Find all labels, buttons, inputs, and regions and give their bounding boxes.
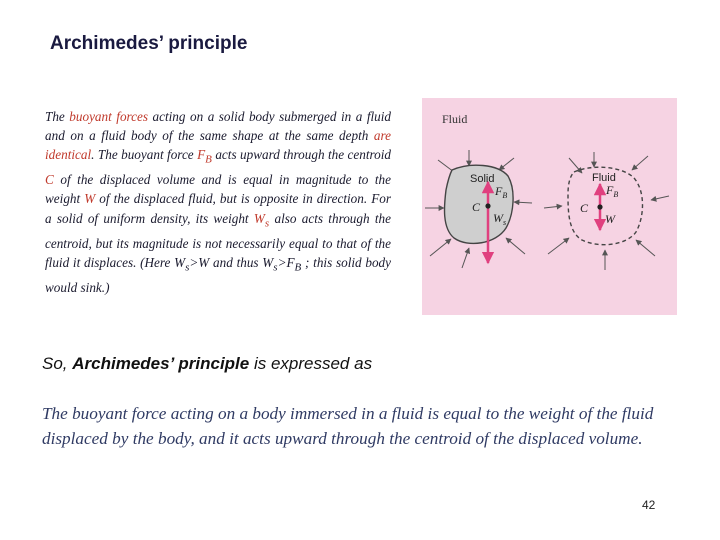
para-sub-b: B: [294, 261, 302, 274]
fluid-body-label: Fluid: [592, 172, 616, 184]
para-text-6: of the displaced fluid, but is opposite in direction. For a solid of uniform density, its weight: [45, 191, 391, 226]
fluid-weight-label: W: [605, 212, 615, 226]
solid-body-label: Solid: [470, 173, 495, 185]
fluid-centroid-label: C: [580, 201, 589, 215]
page-number: 42: [642, 498, 656, 512]
para-text-2: acting on a solid body submerged in a fluid and on a fluid body of the same shape at the same depth: [45, 109, 392, 144]
symbol-c: C: [45, 172, 54, 188]
pressure-arrow: [506, 238, 525, 254]
solid-fb-main: F: [495, 184, 503, 198]
pressure-arrow: [430, 239, 451, 256]
para-text-5: of the displaced volume and is equal in magnitude to the weight: [45, 172, 391, 207]
pressure-arrow: [548, 238, 569, 254]
symbol-fb-main: F: [197, 147, 206, 163]
highlight-buoyant-forces: buoyant forces: [69, 109, 149, 124]
so-line-bold: Archimedes’ principle: [72, 354, 250, 373]
so-line-prefix: So,: [42, 354, 73, 373]
description-paragraph: [45, 107, 391, 297]
para-text-7: also acts through the centroid, but its magnitude is not necessarily equal to that of the fluid it displaces. (Here W: [45, 210, 391, 270]
para-text-10: ; this solid body would sink.): [45, 254, 391, 295]
para-text-3: . The buoyant force: [91, 147, 198, 163]
fluid-fb-main: F: [606, 183, 614, 197]
pressure-arrows-fluid: [544, 152, 669, 270]
symbol-w: W: [84, 191, 96, 207]
solid-centroid-label: C: [472, 200, 481, 214]
symbol-fb-sub: B: [205, 154, 212, 167]
symbol-fb: [197, 147, 212, 167]
so-line: [42, 354, 372, 374]
solid-ws-sub: s: [503, 218, 507, 227]
pressure-arrow: [514, 202, 532, 203]
symbol-ws-main: W: [253, 210, 265, 226]
fluid-region-label: Fluid: [442, 112, 468, 126]
pressure-arrow: [632, 156, 648, 170]
solid-centroid-dot: [485, 203, 490, 208]
symbol-ws: [253, 210, 270, 230]
principle-statement: The buoyant force acting on a body immersed in a fluid is equal to the weight of the fluid displaced by the body, and it acts upward through the centroid of the displaced volume.: [42, 404, 654, 448]
buoyancy-figure: [422, 98, 677, 315]
solid-ws-main: W: [493, 211, 503, 225]
para-text-9: >F: [277, 254, 295, 270]
pressure-arrow: [636, 240, 655, 256]
pressure-arrow: [544, 206, 562, 208]
so-line-suffix: is expressed as: [249, 354, 373, 373]
symbol-ws-sub: s: [264, 217, 270, 230]
para-text-8: >W and thus W: [189, 254, 274, 270]
fluid-fb-label: [605, 183, 618, 199]
pressure-arrow: [462, 248, 469, 268]
para-sub-s-2: s: [273, 261, 278, 274]
pressure-arrow: [651, 196, 669, 200]
fluid-centroid-dot: [597, 204, 602, 209]
solid-fb-sub: B: [502, 191, 508, 200]
para-text-4: acts upward through the centroid: [211, 147, 391, 163]
highlight-are-identical: are identical: [45, 128, 391, 163]
pressure-arrow: [499, 158, 514, 170]
para-text-1: The: [45, 109, 70, 124]
buoyancy-diagram: [422, 98, 677, 315]
fluid-fb-sub: B: [613, 190, 619, 199]
page-title: Archimedes’ principle: [50, 33, 248, 54]
para-sub-s-1: s: [185, 261, 190, 274]
